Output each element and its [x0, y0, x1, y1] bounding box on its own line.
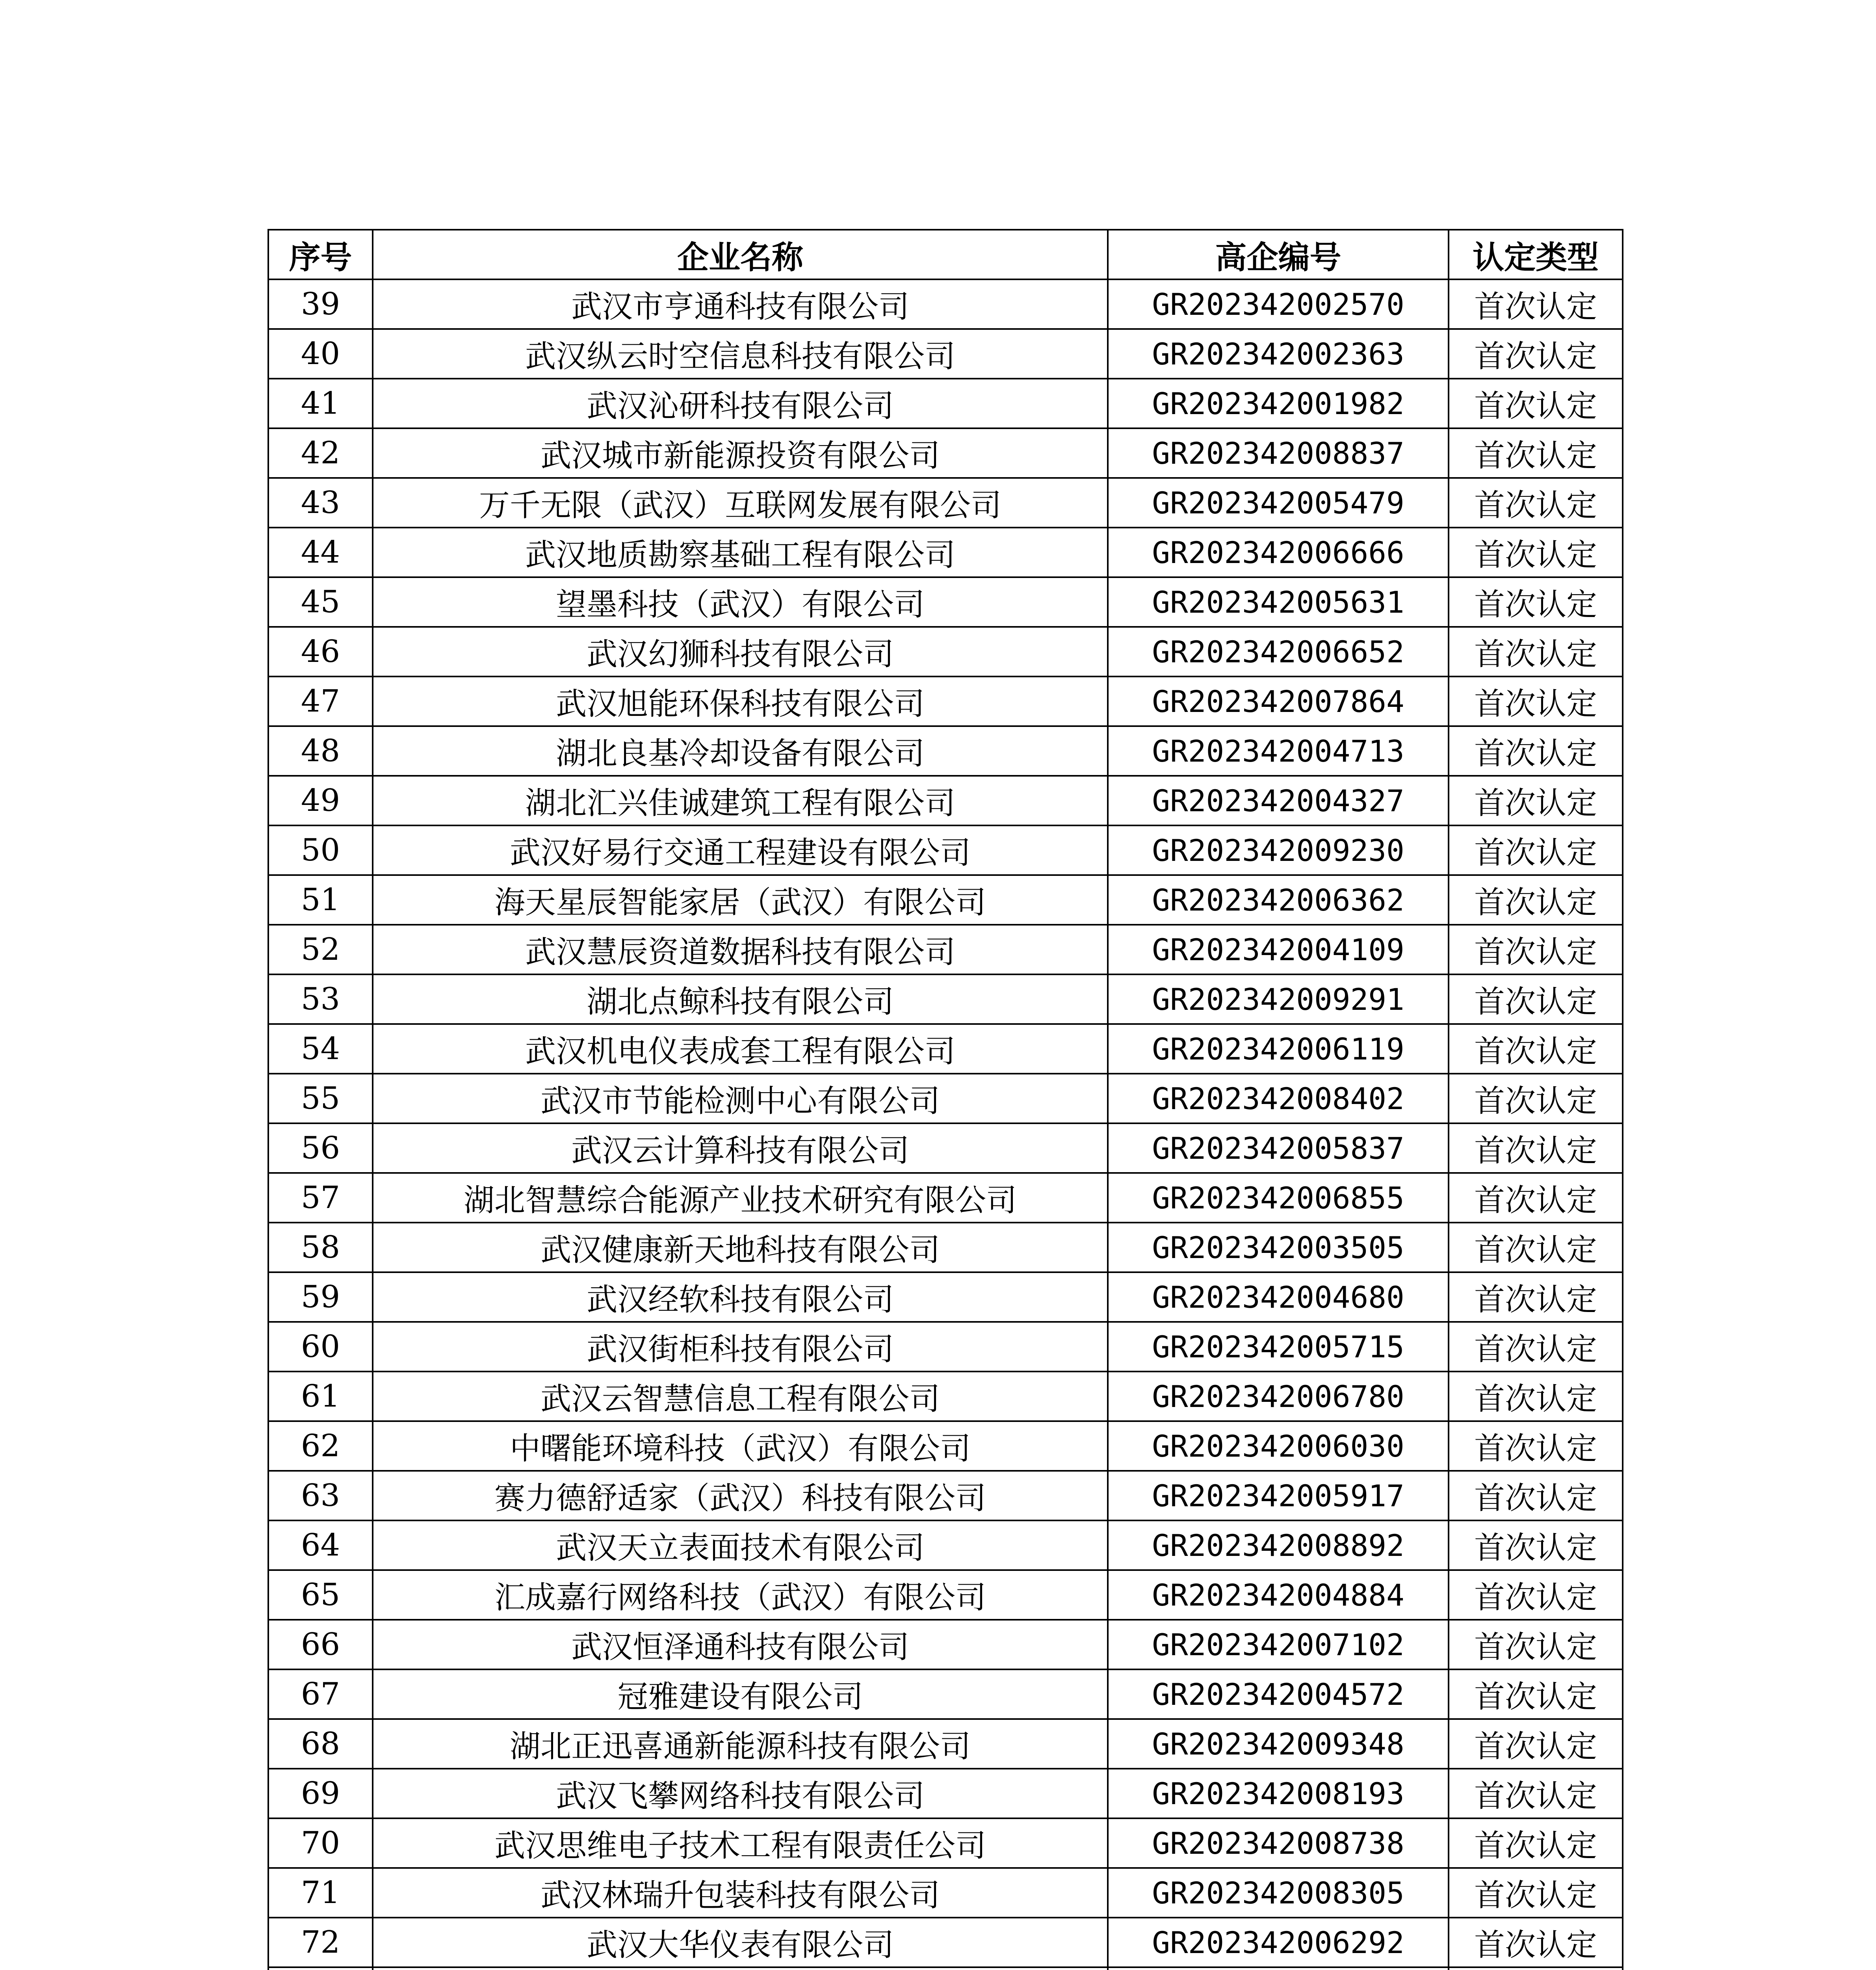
serial-number-cell: 54	[268, 1024, 373, 1074]
table-row	[268, 1322, 1623, 1372]
company-name-cell: 武汉市节能检测中心有限公司	[373, 1074, 1108, 1123]
serial-number-cell: 66	[268, 1620, 373, 1669]
certification-type-cell: 首次认定	[1449, 1372, 1623, 1421]
serial-number-cell: 42	[268, 428, 373, 478]
serial-number-cell: 40	[268, 329, 373, 379]
company-name-cell: 中曙能环境科技（武汉）有限公司	[373, 1421, 1108, 1471]
certification-type-cell: 首次认定	[1449, 577, 1623, 627]
company-name-cell: 湖北智慧综合能源产业技术研究有限公司	[373, 1173, 1108, 1223]
table-row	[268, 1769, 1623, 1818]
certificate-number-cell: GR202342005837	[1108, 1123, 1449, 1173]
table-row	[268, 1818, 1623, 1868]
certificate-number-cell: GR202342004109	[1108, 925, 1449, 974]
table-row	[268, 627, 1623, 676]
company-name-cell: 海天星辰智能家居（武汉）有限公司	[373, 875, 1108, 925]
certification-type-cell: 首次认定	[1449, 1272, 1623, 1322]
serial-number-cell: 53	[268, 974, 373, 1024]
serial-number-cell: 47	[268, 676, 373, 726]
table-row	[268, 1372, 1623, 1421]
certificate-number-cell: GR202342006780	[1108, 1372, 1449, 1421]
certificate-number-cell: GR202342006030	[1108, 1421, 1449, 1471]
serial-number-cell: 68	[268, 1719, 373, 1769]
certificate-number-cell: GR202342006362	[1108, 875, 1449, 925]
company-name-cell: 武汉机电仪表成套工程有限公司	[373, 1024, 1108, 1074]
table-row	[268, 925, 1623, 974]
certificate-number-cell: GR202342009291	[1108, 974, 1449, 1024]
certification-type-cell: 首次认定	[1449, 1520, 1623, 1570]
company-name-cell: 武汉云智慧信息工程有限公司	[373, 1372, 1108, 1421]
certification-type-cell: 首次认定	[1449, 1719, 1623, 1769]
certification-type-cell: 首次认定	[1449, 1918, 1623, 1967]
table-row	[268, 776, 1623, 825]
company-name-cell: 武汉幻狮科技有限公司	[373, 627, 1108, 676]
table-row	[268, 1272, 1623, 1322]
certificate-number-cell: GR202342006119	[1108, 1024, 1449, 1074]
company-name-cell: 武汉市亨通科技有限公司	[373, 279, 1108, 329]
certification-type-cell: 首次认定	[1449, 1669, 1623, 1719]
certification-type-cell	[1449, 1967, 1623, 1970]
table-row	[268, 329, 1623, 379]
serial-number-cell: 59	[268, 1272, 373, 1322]
serial-number-cell: 43	[268, 478, 373, 528]
serial-number-cell: 58	[268, 1223, 373, 1272]
table-row	[268, 478, 1623, 528]
certificate-number-cell: GR202342004327	[1108, 776, 1449, 825]
company-name-cell	[373, 1967, 1108, 1970]
certificate-number-cell: GR202342006855	[1108, 1173, 1449, 1223]
serial-number-cell: 72	[268, 1918, 373, 1967]
table-row	[268, 1223, 1623, 1272]
table-row	[268, 577, 1623, 627]
company-name-cell: 武汉旭能环保科技有限公司	[373, 676, 1108, 726]
table-row	[268, 528, 1623, 577]
certification-type-cell: 首次认定	[1449, 875, 1623, 925]
serial-number-cell: 51	[268, 875, 373, 925]
company-name-cell: 武汉天立表面技术有限公司	[373, 1520, 1108, 1570]
company-name-cell: 武汉纵云时空信息科技有限公司	[373, 329, 1108, 379]
certification-type-cell: 首次认定	[1449, 1173, 1623, 1223]
company-name-cell: 武汉地质勘察基础工程有限公司	[373, 528, 1108, 577]
table-row	[268, 676, 1623, 726]
enterprise-table	[267, 229, 1623, 1970]
certificate-number-cell: GR202342006652	[1108, 627, 1449, 676]
header-certificate-number: 高企编号	[1108, 230, 1449, 279]
table-header	[268, 230, 1623, 279]
certification-type-cell: 首次认定	[1449, 279, 1623, 329]
serial-number-cell: 61	[268, 1372, 373, 1421]
company-name-cell: 武汉城市新能源投资有限公司	[373, 428, 1108, 478]
certificate-number-cell: GR202342009348	[1108, 1719, 1449, 1769]
company-name-cell: 武汉大华仪表有限公司	[373, 1918, 1108, 1967]
table-row	[268, 1074, 1623, 1123]
certificate-number-cell: GR202342008738	[1108, 1818, 1449, 1868]
serial-number-cell: 39	[268, 279, 373, 329]
serial-number-cell: 55	[268, 1074, 373, 1123]
header-serial-number: 序号	[268, 230, 373, 279]
certification-type-cell: 首次认定	[1449, 1818, 1623, 1868]
company-name-cell: 湖北良基冷却设备有限公司	[373, 726, 1108, 776]
serial-number-cell: 52	[268, 925, 373, 974]
company-name-cell: 湖北正迅喜通新能源科技有限公司	[373, 1719, 1108, 1769]
company-name-cell: 湖北点鲸科技有限公司	[373, 974, 1108, 1024]
certificate-number-cell: GR202342004713	[1108, 726, 1449, 776]
table-row	[268, 1719, 1623, 1769]
certification-type-cell: 首次认定	[1449, 1471, 1623, 1520]
table-row	[268, 726, 1623, 776]
certification-type-cell: 首次认定	[1449, 1570, 1623, 1620]
company-name-cell: 武汉林瑞升包装科技有限公司	[373, 1868, 1108, 1918]
table-row	[268, 974, 1623, 1024]
header-certification-type: 认定类型	[1449, 230, 1623, 279]
certification-type-cell: 首次认定	[1449, 1123, 1623, 1173]
serial-number-cell: 44	[268, 528, 373, 577]
certificate-number-cell: GR202342007102	[1108, 1620, 1449, 1669]
certification-type-cell: 首次认定	[1449, 974, 1623, 1024]
certification-type-cell: 首次认定	[1449, 428, 1623, 478]
certificate-number-cell: GR202342009230	[1108, 825, 1449, 875]
table-row	[268, 1123, 1623, 1173]
company-name-cell: 万千无限（武汉）互联网发展有限公司	[373, 478, 1108, 528]
company-name-cell: 望墨科技（武汉）有限公司	[373, 577, 1108, 627]
company-name-cell: 湖北汇兴佳诚建筑工程有限公司	[373, 776, 1108, 825]
serial-number-cell: 67	[268, 1669, 373, 1719]
certificate-number-cell: GR202342006666	[1108, 528, 1449, 577]
serial-number-cell: 48	[268, 726, 373, 776]
certification-type-cell: 首次认定	[1449, 379, 1623, 428]
table-row	[268, 1520, 1623, 1570]
serial-number-cell: 64	[268, 1520, 373, 1570]
certification-type-cell: 首次认定	[1449, 329, 1623, 379]
serial-number-cell: 62	[268, 1421, 373, 1471]
certificate-number-cell: GR202342002363	[1108, 329, 1449, 379]
certification-type-cell: 首次认定	[1449, 1620, 1623, 1669]
certificate-number-cell: GR202342005479	[1108, 478, 1449, 528]
certification-type-cell: 首次认定	[1449, 726, 1623, 776]
certificate-number-cell: GR202342008402	[1108, 1074, 1449, 1123]
table-body	[268, 279, 1623, 1970]
company-name-cell: 武汉好易行交通工程建设有限公司	[373, 825, 1108, 875]
company-name-cell: 武汉恒泽通科技有限公司	[373, 1620, 1108, 1669]
certification-type-cell: 首次认定	[1449, 528, 1623, 577]
company-name-cell: 武汉沁研科技有限公司	[373, 379, 1108, 428]
certificate-number-cell: GR202342008837	[1108, 428, 1449, 478]
serial-number-cell: 49	[268, 776, 373, 825]
certification-type-cell: 首次认定	[1449, 1024, 1623, 1074]
company-name-cell: 赛力德舒适家（武汉）科技有限公司	[373, 1471, 1108, 1520]
table-row	[268, 875, 1623, 925]
certificate-number-cell: GR202342005631	[1108, 577, 1449, 627]
company-name-cell: 武汉街柜科技有限公司	[373, 1322, 1108, 1372]
company-name-cell: 武汉慧辰资道数据科技有限公司	[373, 925, 1108, 974]
table-row	[268, 1918, 1623, 1967]
certification-type-cell: 首次认定	[1449, 1421, 1623, 1471]
table-row	[268, 1024, 1623, 1074]
certification-type-cell: 首次认定	[1449, 825, 1623, 875]
company-name-cell: 武汉健康新天地科技有限公司	[373, 1223, 1108, 1272]
header-row	[268, 230, 1623, 279]
company-name-cell: 冠雅建设有限公司	[373, 1669, 1108, 1719]
table-row	[268, 1570, 1623, 1620]
certificate-number-cell: GR202342007864	[1108, 676, 1449, 726]
certification-type-cell: 首次认定	[1449, 776, 1623, 825]
table-row	[268, 825, 1623, 875]
table-row	[268, 428, 1623, 478]
serial-number-cell: 63	[268, 1471, 373, 1520]
certificate-number-cell: GR202342004884	[1108, 1570, 1449, 1620]
company-name-cell: 武汉经软科技有限公司	[373, 1272, 1108, 1322]
certificate-number-cell: GR202342001982	[1108, 379, 1449, 428]
certificate-number-cell: GR202342005917	[1108, 1471, 1449, 1520]
certification-type-cell: 首次认定	[1449, 1223, 1623, 1272]
certification-type-cell: 首次认定	[1449, 1769, 1623, 1818]
company-name-cell: 武汉飞攀网络科技有限公司	[373, 1769, 1108, 1818]
serial-number-cell: 41	[268, 379, 373, 428]
table-row	[268, 279, 1623, 329]
company-name-cell: 武汉云计算科技有限公司	[373, 1123, 1108, 1173]
table-row	[268, 1421, 1623, 1471]
serial-number-cell: 60	[268, 1322, 373, 1372]
certification-type-cell: 首次认定	[1449, 627, 1623, 676]
table-row	[268, 1173, 1623, 1223]
serial-number-cell: 57	[268, 1173, 373, 1223]
company-name-cell: 汇成嘉行网络科技（武汉）有限公司	[373, 1570, 1108, 1620]
serial-number-cell: 70	[268, 1818, 373, 1868]
serial-number-cell	[268, 1967, 373, 1970]
serial-number-cell: 69	[268, 1769, 373, 1818]
certificate-number-cell: GR202342005715	[1108, 1322, 1449, 1372]
certification-type-cell: 首次认定	[1449, 478, 1623, 528]
certificate-number-cell: GR202342008193	[1108, 1769, 1449, 1818]
certificate-number-cell: GR202342008892	[1108, 1520, 1449, 1570]
serial-number-cell: 71	[268, 1868, 373, 1918]
certification-type-cell: 首次认定	[1449, 925, 1623, 974]
certificate-number-cell: GR202342003505	[1108, 1223, 1449, 1272]
serial-number-cell: 65	[268, 1570, 373, 1620]
certificate-number-cell: GR202342008305	[1108, 1868, 1449, 1918]
company-name-cell: 武汉思维电子技术工程有限责任公司	[373, 1818, 1108, 1868]
certification-type-cell: 首次认定	[1449, 1868, 1623, 1918]
certificate-number-cell	[1108, 1967, 1449, 1970]
certificate-number-cell: GR202342004680	[1108, 1272, 1449, 1322]
table-row	[268, 1967, 1623, 1970]
table-row	[268, 1669, 1623, 1719]
certificate-number-cell: GR202342006292	[1108, 1918, 1449, 1967]
table-row	[268, 379, 1623, 428]
certificate-number-cell: GR202342004572	[1108, 1669, 1449, 1719]
table-row	[268, 1471, 1623, 1520]
certification-type-cell: 首次认定	[1449, 1074, 1623, 1123]
serial-number-cell: 56	[268, 1123, 373, 1173]
certification-type-cell: 首次认定	[1449, 676, 1623, 726]
certificate-number-cell: GR202342002570	[1108, 279, 1449, 329]
header-company-name: 企业名称	[373, 230, 1108, 279]
table-row	[268, 1868, 1623, 1918]
serial-number-cell: 46	[268, 627, 373, 676]
certification-type-cell: 首次认定	[1449, 1322, 1623, 1372]
table-row	[268, 1620, 1623, 1669]
serial-number-cell: 50	[268, 825, 373, 875]
serial-number-cell: 45	[268, 577, 373, 627]
